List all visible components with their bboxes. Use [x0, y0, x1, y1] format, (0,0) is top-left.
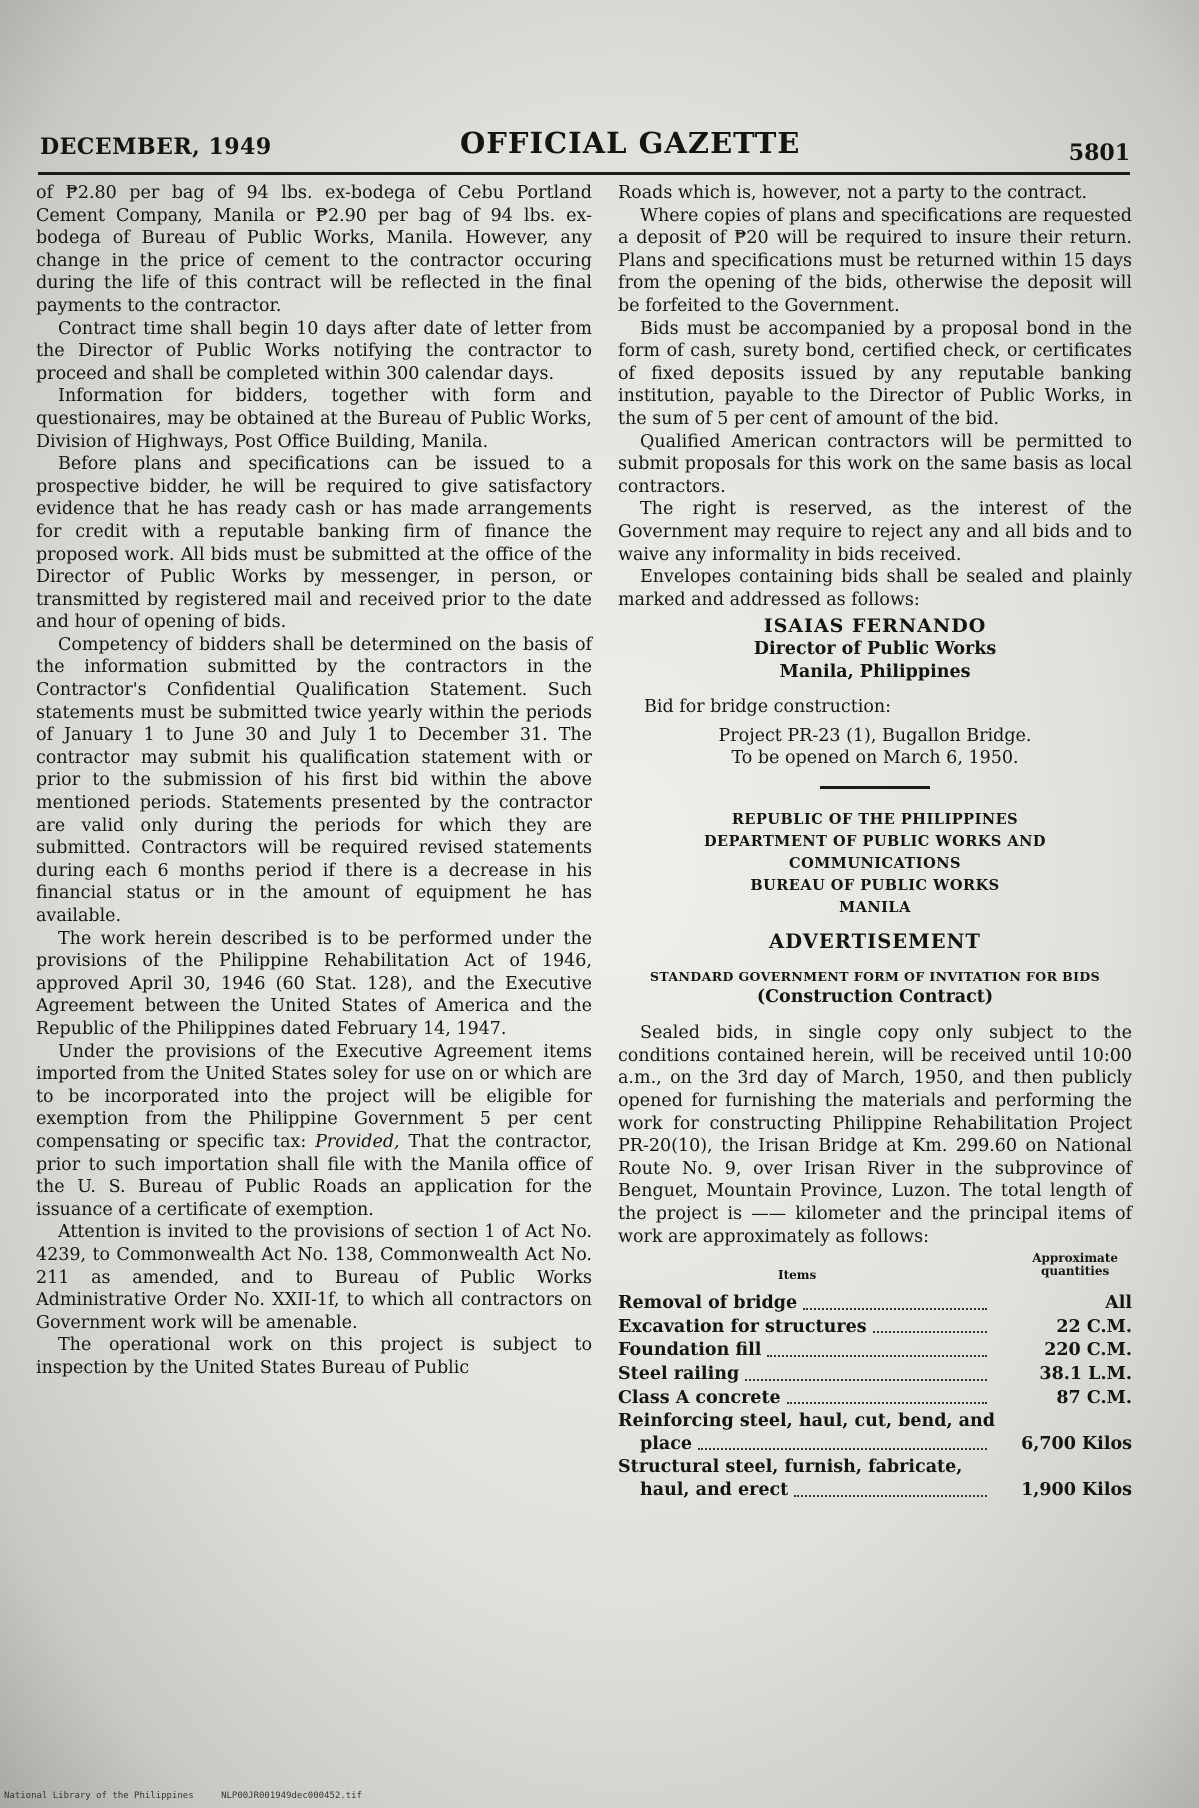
- dept-line: MANILA: [839, 899, 911, 917]
- section-divider: [820, 786, 930, 789]
- item-label: Foundation fill: [618, 1340, 762, 1361]
- leader-dots: [787, 1402, 987, 1404]
- paragraph: Before plans and specifications can be issued to a prospective bidder, he will be required to give satisfactory evidence that he has ready cash or has made arrangements for credit with a reputable banking firm of finance the proposed work. All bids must be submitted at the office of the Director of Public Works by messenger, in person, or transmitted by registered mail and received prior to the date and hour of opening of bids.: [36, 454, 592, 633]
- item-row: [618, 1292, 1132, 1315]
- leader-dots: [698, 1448, 987, 1450]
- item-quantity: 6,700 Kilos: [1021, 1433, 1132, 1454]
- dept-line: BUREAU OF PUBLIC WORKS: [750, 877, 1000, 895]
- contract-type: (Construction Contract): [756, 986, 994, 1007]
- paragraph: Envelopes containing bids shall be sealed and plainly marked and addressed as follows:: [618, 567, 1132, 610]
- paragraph: Where copies of plans and specifications are requested a deposit of ₱20 will be required to insure their return. Plans and specifications must be returned within 15 days from the opening of the bids, otherwise the deposit will be forfeited to the Government.: [618, 205, 1132, 316]
- paragraph: Information for bidders, together with form and questionaires, may be obtained at the Bureau of Public Works, Division of Highways, Post Office Building, Manila.: [36, 386, 592, 452]
- scan-footer: [4, 1791, 384, 1801]
- paragraph: Roads which is, however, not a party to the contract.: [618, 183, 1088, 203]
- item-label: Reinforcing steel, haul, cut, bend, and: [618, 1411, 995, 1432]
- standard-form-heading: STANDARD GOVERNMENT FORM OF INVITATION FOR BIDS: [649, 968, 1101, 984]
- department-heading: [618, 809, 1132, 919]
- item-label: Steel railing: [618, 1363, 740, 1384]
- item-row: [618, 1456, 1132, 1501]
- items-table-header: [618, 1252, 1132, 1292]
- page-number: 5801: [1068, 140, 1130, 166]
- qty-header-line: Approximate: [1032, 1251, 1118, 1266]
- item-quantity: 87 C.M.: [1056, 1387, 1132, 1408]
- addressee-city: Manila, Philippines: [779, 662, 971, 683]
- item-row: [618, 1339, 1132, 1362]
- addressee-name: ISAIAS FERNANDO: [763, 615, 987, 638]
- paragraph: The work herein described is to be performed under the provisions of the Philippine Rehabilitation Act of 1946, approved April 30, 1946 (60 Stat. 128), and the Executive Agreement between the United States of America and the Republic of the Philippines dated February 14, 1947.: [36, 928, 592, 1039]
- item-quantity: 38.1 L.M.: [1039, 1363, 1132, 1384]
- paragraph-text: That the contractor, prior to such importation shall file with the Manila office of the U. S. Bureau of Public Roads an application for the issuance of a certificate of exemption.: [36, 1131, 592, 1220]
- opening-line: To be opened on March 6, 1950.: [731, 748, 1019, 769]
- item-quantity: 1,900 Kilos: [1021, 1479, 1132, 1500]
- item-row: [618, 1316, 1132, 1339]
- leader-dots: [794, 1495, 987, 1497]
- item-label: Structural steel, furnish, fabricate,: [618, 1457, 963, 1478]
- item-row: [618, 1387, 1132, 1410]
- bid-for-label: Bid for bridge construction:: [644, 697, 892, 718]
- items-table: [618, 1252, 1132, 1501]
- leader-dots: [745, 1379, 987, 1381]
- left-column: [36, 182, 592, 1379]
- item-quantity: 220 C.M.: [1044, 1340, 1132, 1361]
- item-label-continued: haul, and erect: [640, 1479, 789, 1500]
- dept-line: REPUBLIC OF THE PHILIPPINES: [731, 811, 1019, 829]
- paragraph: Competency of bidders shall be determined on the basis of the information submitted by the contractors in the Contractor's Confidential Qualification Statement. Such statements must be submitted twice yearly within the periods of January 1 to June 30 and July 1 to December 31. The contractor may submit his qualification statement with or prior to the submission of his first bid within the above mentioned periods. Statements presented by the contractor are valid only during the periods for which they are submitted. Contractors will be required revised statements during each 6 months period if there is a decrease in his financial status or in the amount of equipment he has available.: [36, 634, 592, 926]
- item-label: Excavation for structures: [618, 1316, 867, 1337]
- item-quantity: All: [1105, 1293, 1132, 1314]
- item-label: Removal of bridge: [618, 1293, 798, 1314]
- paragraph-text: Under the provisions of the Executive Agreement items imported from the United States soley for use on or which are to be incorporated into the project will be eligible for exemption from the Philippine Government 5 per cent compensating or specific tax:: [36, 1041, 592, 1152]
- footer-library: National Library of the Philippines: [4, 1791, 194, 1801]
- leader-dots: [803, 1308, 987, 1310]
- item-label-continued: place: [640, 1433, 693, 1454]
- leader-dots: [767, 1355, 987, 1357]
- paragraph: Bids must be accompanied by a proposal bond in the form of cash, surety bond, certified check, or certificates of fixed deposits issued by any reputable banking institution, payable to the Director of Public Works, in the sum of 5 per cent of amount of the bid.: [618, 318, 1132, 429]
- provided-text: Provided,: [315, 1131, 400, 1152]
- paragraph: Contract time shall begin 10 days after date of letter from the Director of Public Works notifying the contractor to proceed and shall be completed within 300 calendar days.: [36, 318, 592, 384]
- addressee-title: Director of Public Works: [753, 639, 997, 660]
- issue-date: DECEMBER, 1949: [40, 134, 272, 160]
- paragraph: [36, 1041, 592, 1222]
- project-line: Project PR-23 (1), Bugallon Bridge.: [718, 725, 1032, 746]
- qty-header-line: quantities: [1041, 1264, 1110, 1279]
- item-row: [618, 1410, 1132, 1455]
- paragraph: Sealed bids, in single copy only subject to the conditions contained herein, will be received until 10:00 a.m., on the 3rd day of March, 1950, and then publicly opened for furnishing the materials and performing the work for constructing Philippine Rehabilitation Project PR-20(10), the Irisan Bridge at Km. 299.60 on National Route No. 9, over Irisan River in the subprovince of Benguet, Mountain Province, Luzon. The total length of the project is —— kilometer and the principal items of work are approximately as follows:: [618, 1023, 1132, 1247]
- items-column-header: Items: [778, 1268, 817, 1283]
- addressee-block: [618, 615, 1132, 684]
- item-quantity: 22 C.M.: [1056, 1316, 1132, 1337]
- paragraph: Qualified American contractors will be permitted to submit proposals for this work on the same basis as local contractors.: [618, 431, 1132, 497]
- paragraph: The right is reserved, as the interest of the Government may require to reject any and all bids and to waive any informality in bids received.: [618, 499, 1132, 565]
- item-label: Class A concrete: [618, 1387, 781, 1408]
- header-rule: [38, 172, 1130, 175]
- right-column: [618, 182, 1132, 1503]
- paragraph: The operational work on this project is subject to inspection by the United States Bureau of Public: [36, 1335, 592, 1378]
- footer-filename: NLP00JR001949dec000452.tif: [221, 1791, 362, 1801]
- advertisement-heading: ADVERTISEMENT: [769, 930, 981, 954]
- dept-line: DEPARTMENT OF PUBLIC WORKS AND COMMUNICATIONS: [703, 833, 1046, 873]
- paragraph: of ₱2.80 per bag of 94 lbs. ex-bodega of Cebu Portland Cement Company, Manila or ₱2.90 per bag of 94 lbs. ex-bodega of Bureau of Public Works, Manila. However, any change in the price of cement to the contractor occuring during the life of this contract will be reflected in the final payments to the contractor.: [36, 183, 592, 316]
- quantities-column-header: [1032, 1252, 1118, 1278]
- leader-dots: [873, 1331, 987, 1333]
- item-row: [618, 1363, 1132, 1386]
- page-header: [40, 126, 1130, 166]
- paragraph: Attention is invited to the provisions of section 1 of Act No. 4239, to Commonwealth Act No. 138, Commonwealth Act No. 211 as amended, and to Bureau of Public Works Administrative Order No. XXII-1f, to which all contractors on Government work will be amenable.: [36, 1222, 592, 1333]
- publication-title: OFFICIAL GAZETTE: [460, 126, 801, 160]
